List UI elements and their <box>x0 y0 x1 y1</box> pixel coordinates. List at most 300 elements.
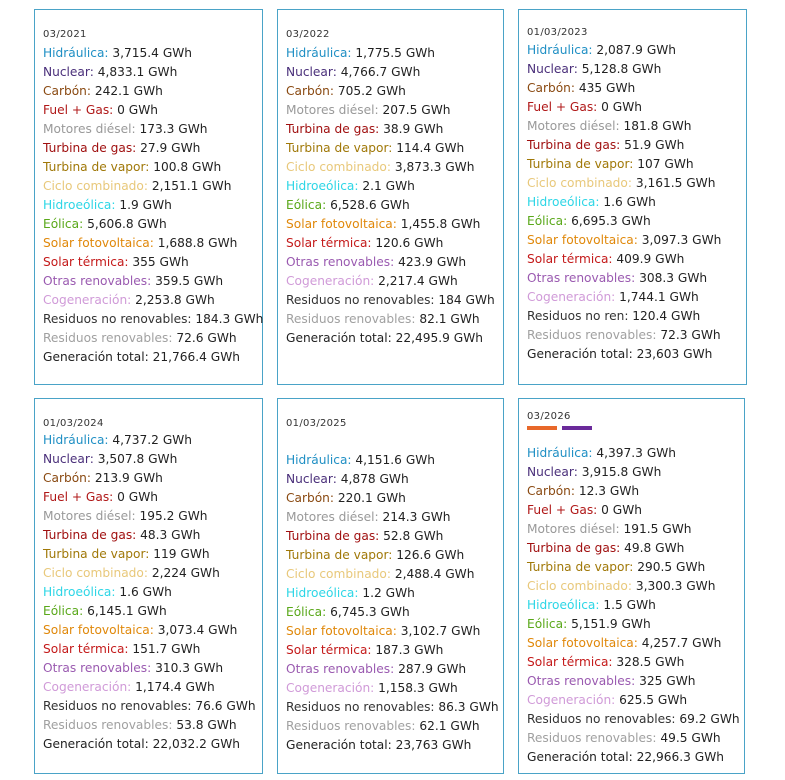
row-value: 22,966.3 GWh <box>636 750 725 764</box>
row-label: Fuel + Gas: <box>527 100 598 114</box>
row-label: Turbina de gas: <box>527 541 621 555</box>
row-hidroeolica <box>286 177 503 196</box>
card-rows <box>286 451 503 755</box>
row-label: Otras renovables: <box>43 661 152 675</box>
row-label: Carbón: <box>527 81 576 95</box>
row-value: 23,763 GWh <box>395 738 472 752</box>
row-value: 49.8 GWh <box>624 541 685 555</box>
row-residuos-no-renovables <box>286 291 503 310</box>
row-nuclear <box>43 450 262 469</box>
legend-swatches <box>527 426 744 432</box>
row-value: 5,151.9 GWh <box>571 617 651 631</box>
row-value: 49.5 GWh <box>660 731 721 745</box>
row-value: 23,603 GWh <box>636 347 713 361</box>
row-value: 4,397.3 GWh <box>596 446 677 460</box>
row-value: 3,073.4 GWh <box>157 623 238 637</box>
row-value: 2,151.1 GWh <box>151 179 232 193</box>
row-label: Residuos renovables: <box>286 719 416 733</box>
row-value: 1,158.3 GWh <box>378 681 458 695</box>
row-value: 126.6 GWh <box>396 548 465 562</box>
card-date: 03/2022 <box>286 29 330 40</box>
row-otras-renovables <box>527 672 744 691</box>
row-hidraulica <box>286 451 503 470</box>
row-label: Turbina de gas: <box>286 122 380 136</box>
row-fuel-gas <box>527 98 746 117</box>
row-label: Solar fotovoltaica: <box>43 623 154 637</box>
row-motores-diesel <box>43 120 262 139</box>
row-value: 3,715.4 GWh <box>112 46 193 60</box>
row-label: Cogeneración: <box>43 293 132 307</box>
row-turbina-gas <box>43 139 262 158</box>
row-label: Solar fotovoltaica: <box>527 636 638 650</box>
row-hidroeolica <box>43 196 262 215</box>
row-solar-fotovoltaica <box>286 215 503 234</box>
row-nuclear <box>43 63 262 82</box>
row-value: 3,097.3 GWh <box>641 233 722 247</box>
row-solar-fotovoltaica <box>527 634 744 653</box>
row-value: 2,217.4 GWh <box>378 274 458 288</box>
card-rows <box>43 44 262 367</box>
legend-swatch-purple <box>562 426 592 430</box>
row-label: Residuos no renovables: <box>286 293 435 307</box>
row-value: 4,878 GWh <box>340 472 409 486</box>
row-value: 705.2 GWh <box>337 84 406 98</box>
row-value: 1,744.1 GWh <box>619 290 699 304</box>
row-label: Turbina de vapor: <box>527 157 634 171</box>
row-value: 359.5 GWh <box>155 274 224 288</box>
row-value: 191.5 GWh <box>623 522 692 536</box>
row-value: 184 GWh <box>438 293 495 307</box>
row-label: Cogeneración: <box>527 693 616 707</box>
row-label: Cogeneración: <box>286 274 375 288</box>
row-value: 325 GWh <box>639 674 696 688</box>
row-value: 187.3 GWh <box>375 643 444 657</box>
row-label: Cogeneración: <box>286 681 375 695</box>
row-value: 86.3 GWh <box>438 700 499 714</box>
card-rows <box>527 444 744 767</box>
row-label: Residuos renovables: <box>527 328 657 342</box>
row-label: Generación total: <box>43 737 149 751</box>
row-label: Turbina de vapor: <box>286 141 393 155</box>
row-label: Hidroeólica: <box>527 598 600 612</box>
row-residuos-no-renovables <box>286 698 503 717</box>
row-value: 82.1 GWh <box>419 312 480 326</box>
row-label: Solar térmica: <box>43 255 129 269</box>
row-value: 6,695.3 GWh <box>571 214 651 228</box>
row-value: 5,128.8 GWh <box>581 62 662 76</box>
tooltip-card <box>518 398 745 774</box>
row-hidraulica <box>527 444 744 463</box>
row-cogeneracion <box>527 288 746 307</box>
row-value: 76.6 GWh <box>195 699 256 713</box>
row-turbina-gas <box>527 136 746 155</box>
row-label: Solar térmica: <box>527 655 613 669</box>
card-date: 01/03/2023 <box>527 27 588 38</box>
row-value: 184.3 GWh <box>195 312 264 326</box>
row-carbon <box>286 489 503 508</box>
row-label: Turbina de gas: <box>527 138 621 152</box>
row-value: 5,606.8 GWh <box>87 217 167 231</box>
row-label: Carbón: <box>286 84 335 98</box>
row-value: 214.3 GWh <box>382 510 451 524</box>
row-turbina-vapor <box>286 546 503 565</box>
legend-swatch-orange <box>527 426 557 430</box>
row-value: 625.5 GWh <box>619 693 688 707</box>
row-eolica <box>43 602 262 621</box>
tooltip-card <box>34 398 263 774</box>
row-solar-termica <box>527 653 744 672</box>
row-residuos-renovables <box>527 729 744 748</box>
row-label: Motores diésel: <box>527 522 620 536</box>
row-nuclear <box>286 63 503 82</box>
row-label: Residuos renovables: <box>43 331 173 345</box>
row-turbina-vapor <box>527 155 746 174</box>
tooltip-card <box>34 9 263 385</box>
row-generacion-total <box>43 348 262 367</box>
row-label: Residuos no renovables: <box>527 712 676 726</box>
tooltip-card <box>277 398 504 774</box>
row-otras-renovables <box>43 272 262 291</box>
row-label: Ciclo combinado: <box>286 160 391 174</box>
row-value: 151.7 GWh <box>132 642 201 656</box>
row-motores-diesel <box>286 508 503 527</box>
row-solar-fotovoltaica <box>43 621 262 640</box>
row-label: Nuclear: <box>527 62 578 76</box>
row-hidroeolica <box>527 193 746 212</box>
row-value: 3,161.5 GWh <box>635 176 716 190</box>
row-value: 0 GWh <box>117 490 159 504</box>
row-label: Hidráulica: <box>527 446 593 460</box>
row-label: Hidroeólica: <box>43 198 116 212</box>
row-label: Generación total: <box>286 738 392 752</box>
row-residuos-no-renovables <box>43 697 262 716</box>
row-carbon <box>43 82 262 101</box>
row-label: Motores diésel: <box>286 510 379 524</box>
row-label: Nuclear: <box>286 472 337 486</box>
row-ciclo-combinado <box>527 577 744 596</box>
row-label: Nuclear: <box>43 452 94 466</box>
row-value: 287.9 GWh <box>398 662 467 676</box>
row-solar-termica <box>43 253 262 272</box>
row-label: Residuos renovables: <box>43 718 173 732</box>
row-motores-diesel <box>527 117 746 136</box>
row-value: 6,745.3 GWh <box>330 605 410 619</box>
row-nuclear <box>527 463 744 482</box>
row-label: Ciclo combinado: <box>527 176 632 190</box>
row-label: Carbón: <box>286 491 335 505</box>
row-residuos-renovables <box>43 716 262 735</box>
row-value: 173.3 GWh <box>139 122 208 136</box>
row-turbina-vapor <box>527 558 744 577</box>
row-label: Nuclear: <box>527 465 578 479</box>
row-label: Motores diésel: <box>286 103 379 117</box>
row-value: 2,224 GWh <box>151 566 220 580</box>
row-label: Solar térmica: <box>527 252 613 266</box>
row-label: Eólica: <box>286 605 327 619</box>
row-label: Otras renovables: <box>286 255 395 269</box>
row-label: Residuos renovables: <box>286 312 416 326</box>
row-value: 27.9 GWh <box>140 141 201 155</box>
row-value: 290.5 GWh <box>637 560 706 574</box>
row-turbina-gas <box>527 539 744 558</box>
row-residuos-no-renovables <box>43 310 262 329</box>
row-label: Solar fotovoltaica: <box>527 233 638 247</box>
row-value: 51.9 GWh <box>624 138 685 152</box>
row-value: 6,145.1 GWh <box>87 604 167 618</box>
row-carbon <box>527 79 746 98</box>
row-label: Eólica: <box>43 217 84 231</box>
row-label: Otras renovables: <box>43 274 152 288</box>
row-hidraulica <box>286 44 503 63</box>
row-turbina-vapor <box>43 158 262 177</box>
row-label: Ciclo combinado: <box>527 579 632 593</box>
row-eolica <box>527 615 744 634</box>
row-value: 52.8 GWh <box>383 529 444 543</box>
row-solar-termica <box>527 250 746 269</box>
row-value: 22,495.9 GWh <box>395 331 484 345</box>
row-label: Turbina de gas: <box>286 529 380 543</box>
card-date: 03/2021 <box>43 29 87 40</box>
row-value: 53.8 GWh <box>176 718 237 732</box>
row-label: Eólica: <box>286 198 327 212</box>
row-label: Ciclo combinado: <box>286 567 391 581</box>
row-label: Eólica: <box>527 617 568 631</box>
row-label: Hidráulica: <box>286 453 352 467</box>
row-label: Fuel + Gas: <box>43 103 114 117</box>
row-label: Solar fotovoltaica: <box>286 624 397 638</box>
row-generacion-total <box>43 735 262 754</box>
row-carbon <box>286 82 503 101</box>
row-value: 120.6 GWh <box>375 236 444 250</box>
row-fuel-gas <box>43 488 262 507</box>
row-value: 0 GWh <box>601 100 643 114</box>
row-solar-fotovoltaica <box>527 231 746 250</box>
row-label: Hidráulica: <box>527 43 593 57</box>
row-turbina-gas <box>286 120 503 139</box>
row-cogeneracion <box>286 679 503 698</box>
row-motores-diesel <box>286 101 503 120</box>
row-otras-renovables <box>527 269 746 288</box>
row-label: Eólica: <box>527 214 568 228</box>
row-label: Hidroeólica: <box>286 586 359 600</box>
row-value: 4,766.7 GWh <box>340 65 421 79</box>
row-label: Turbina de vapor: <box>43 547 150 561</box>
row-label: Residuos no ren: <box>527 309 629 323</box>
row-label: Residuos no renovables: <box>286 700 435 714</box>
row-nuclear <box>286 470 503 489</box>
row-value: 2,488.4 GWh <box>394 567 475 581</box>
row-label: Turbina de vapor: <box>286 548 393 562</box>
row-label: Fuel + Gas: <box>527 503 598 517</box>
row-label: Solar térmica: <box>286 236 372 250</box>
row-value: 2,087.9 GWh <box>596 43 677 57</box>
row-ciclo-combinado <box>43 177 262 196</box>
row-solar-termica <box>286 234 503 253</box>
row-value: 1.6 GWh <box>603 195 656 209</box>
row-cogeneracion <box>43 291 262 310</box>
row-value: 120.4 GWh <box>632 309 701 323</box>
row-label: Hidroeólica: <box>43 585 116 599</box>
row-value: 423.9 GWh <box>398 255 467 269</box>
row-value: 3,915.8 GWh <box>581 465 662 479</box>
row-value: 114.4 GWh <box>396 141 465 155</box>
row-label: Carbón: <box>43 84 92 98</box>
row-value: 12.3 GWh <box>578 484 640 498</box>
row-value: 6,528.6 GWh <box>330 198 410 212</box>
row-label: Otras renovables: <box>527 674 636 688</box>
row-motores-diesel <box>527 520 744 539</box>
row-label: Motores diésel: <box>43 509 136 523</box>
row-value: 1.2 GWh <box>362 586 415 600</box>
row-residuos-no-renovables <box>527 307 746 326</box>
row-ciclo-combinado <box>286 565 503 584</box>
row-label: Generación total: <box>527 347 633 361</box>
row-carbon <box>43 469 262 488</box>
row-value: 22,032.2 GWh <box>152 737 241 751</box>
row-value: 181.8 GWh <box>623 119 692 133</box>
row-otras-renovables <box>286 253 503 272</box>
card-rows <box>43 431 262 754</box>
row-label: Generación total: <box>527 750 633 764</box>
row-label: Residuos no renovables: <box>43 699 192 713</box>
row-value: 69.2 GWh <box>679 712 740 726</box>
row-value: 220.1 GWh <box>337 491 406 505</box>
row-label: Carbón: <box>527 484 576 498</box>
row-label: Hidroeólica: <box>527 195 600 209</box>
row-hidroeolica <box>286 584 503 603</box>
row-turbina-vapor <box>286 139 503 158</box>
tooltip-card <box>277 9 504 385</box>
row-value: 3,873.3 GWh <box>394 160 475 174</box>
row-fuel-gas <box>527 501 744 520</box>
row-generacion-total <box>286 736 503 755</box>
row-otras-renovables <box>43 659 262 678</box>
row-fuel-gas <box>43 101 262 120</box>
row-label: Solar térmica: <box>43 642 129 656</box>
row-label: Cogeneración: <box>43 680 132 694</box>
row-eolica <box>286 196 503 215</box>
row-carbon <box>527 482 744 501</box>
row-otras-renovables <box>286 660 503 679</box>
row-value: 3,507.8 GWh <box>97 452 178 466</box>
row-label: Turbina de vapor: <box>43 160 150 174</box>
row-value: 4,833.1 GWh <box>97 65 178 79</box>
row-value: 409.9 GWh <box>616 252 685 266</box>
row-value: 3,300.3 GWh <box>635 579 716 593</box>
row-label: Ciclo combinado: <box>43 179 148 193</box>
row-solar-termica <box>43 640 262 659</box>
row-value: 72.6 GWh <box>176 331 237 345</box>
row-label: Otras renovables: <box>286 662 395 676</box>
row-eolica <box>43 215 262 234</box>
row-generacion-total <box>286 329 503 348</box>
row-hidroeolica <box>527 596 744 615</box>
row-label: Generación total: <box>286 331 392 345</box>
row-value: 21,766.4 GWh <box>152 350 241 364</box>
row-value: 4,257.7 GWh <box>641 636 722 650</box>
row-value: 3,102.7 GWh <box>400 624 481 638</box>
row-ciclo-combinado <box>527 174 746 193</box>
row-residuos-renovables <box>286 717 503 736</box>
row-label: Residuos no renovables: <box>43 312 192 326</box>
row-label: Motores diésel: <box>527 119 620 133</box>
row-value: 328.5 GWh <box>616 655 685 669</box>
row-label: Turbina de gas: <box>43 528 137 542</box>
row-hidraulica <box>527 41 746 60</box>
row-value: 2,253.8 GWh <box>135 293 215 307</box>
row-value: 355 GWh <box>132 255 189 269</box>
row-label: Generación total: <box>43 350 149 364</box>
tooltip-card <box>518 9 747 385</box>
row-residuos-renovables <box>43 329 262 348</box>
row-label: Eólica: <box>43 604 84 618</box>
row-solar-fotovoltaica <box>286 622 503 641</box>
row-solar-fotovoltaica <box>43 234 262 253</box>
row-value: 1,775.5 GWh <box>355 46 436 60</box>
row-value: 48.3 GWh <box>140 528 201 542</box>
row-value: 1.6 GWh <box>119 585 172 599</box>
card-date: 03/2026 <box>527 411 571 422</box>
row-label: Carbón: <box>43 471 92 485</box>
row-value: 62.1 GWh <box>419 719 480 733</box>
row-ciclo-combinado <box>43 564 262 583</box>
row-value: 308.3 GWh <box>639 271 708 285</box>
row-solar-termica <box>286 641 503 660</box>
row-value: 435 GWh <box>578 81 636 95</box>
row-value: 207.5 GWh <box>382 103 451 117</box>
card-rows <box>286 44 503 348</box>
row-label: Nuclear: <box>43 65 94 79</box>
row-value: 242.1 GWh <box>94 84 163 98</box>
row-value: 1,174.4 GWh <box>135 680 215 694</box>
row-hidraulica <box>43 44 262 63</box>
row-eolica <box>527 212 746 231</box>
row-value: 310.3 GWh <box>155 661 224 675</box>
row-eolica <box>286 603 503 622</box>
row-value: 119 GWh <box>153 547 210 561</box>
row-label: Hidráulica: <box>286 46 352 60</box>
row-value: 4,737.2 GWh <box>112 433 193 447</box>
card-rows <box>527 41 746 364</box>
row-label: Cogeneración: <box>527 290 616 304</box>
card-date: 01/03/2024 <box>43 418 104 429</box>
row-label: Hidráulica: <box>43 46 109 60</box>
card-date: 01/03/2025 <box>286 418 347 429</box>
row-motores-diesel <box>43 507 262 526</box>
row-value: 0 GWh <box>601 503 643 517</box>
row-generacion-total <box>527 748 744 767</box>
row-label: Solar fotovoltaica: <box>43 236 154 250</box>
row-label: Otras renovables: <box>527 271 636 285</box>
row-label: Turbina de gas: <box>43 141 137 155</box>
row-label: Solar fotovoltaica: <box>286 217 397 231</box>
row-label: Nuclear: <box>286 65 337 79</box>
row-value: 4,151.6 GWh <box>355 453 436 467</box>
row-cogeneracion <box>43 678 262 697</box>
row-label: Fuel + Gas: <box>43 490 114 504</box>
row-value: 213.9 GWh <box>94 471 163 485</box>
row-value: 195.2 GWh <box>139 509 208 523</box>
row-value: 107 GWh <box>637 157 694 171</box>
row-label: Turbina de vapor: <box>527 560 634 574</box>
row-value: 1.5 GWh <box>603 598 656 612</box>
row-label: Hidroeólica: <box>286 179 359 193</box>
row-value: 38.9 GWh <box>383 122 444 136</box>
row-label: Hidráulica: <box>43 433 109 447</box>
row-generacion-total <box>527 345 746 364</box>
row-value: 2.1 GWh <box>362 179 415 193</box>
row-cogeneracion <box>286 272 503 291</box>
